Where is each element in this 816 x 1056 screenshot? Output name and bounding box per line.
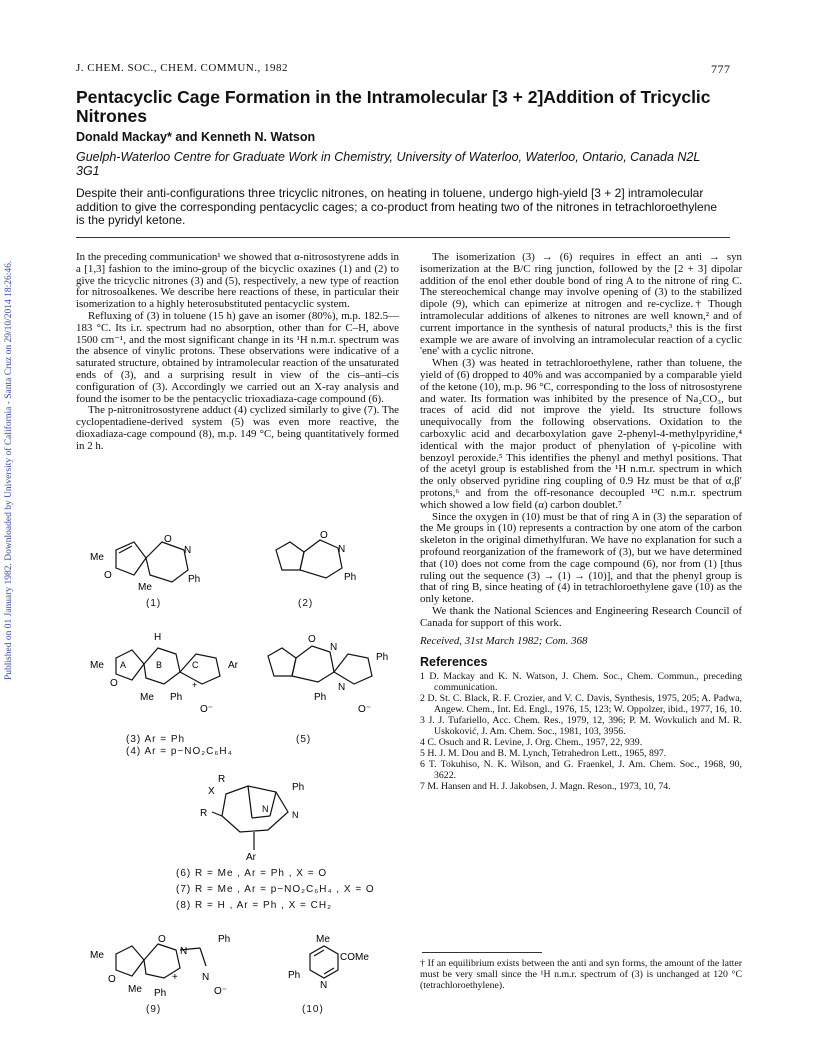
- right-paragraph-1: The isomerization (3) → (6) requires in effect an anti → syn isomerization at the B/C ring junction, followed by the [2 + 3] dipolar addition of the enol ether double bond of ring A to the nitrone of ring C. The stereochemical change may involve opening of (3) to the stabilized dipole (9), which can epimerize at nitrogen and re-cyclize.† Though intramolecular additions of alkenes to nitrones are well known,² and of current importance in the synthesis of natural products,³ this is the first example we are aware of involving an intramolecular reaction of a cyclic 'ene' with a cyclic nitrone.: [420, 251, 742, 358]
- reference-item: 2 D. St. C. Black, R. F. Crozier, and V. C. Davis, Synthesis, 1975, 205; A. Padwa, Angew. Chem., Int. Ed. Engl., 1976, 15, 123; W. Oppolzer, ibid., 1977, 16, 10.: [420, 693, 742, 716]
- hydrogen-label: H: [154, 632, 162, 643]
- nitrogen-label: N: [330, 642, 338, 653]
- right-paragraph-4: We thank the National Sciences and Engineering Research Council of Canada for support of this work.: [420, 604, 742, 629]
- ring-a-label: A: [120, 660, 127, 670]
- nitrogen-label: N: [202, 972, 210, 983]
- ph-label: Ph: [314, 692, 327, 703]
- abstract: Despite their anti-configurations three tricyclic nitrones, on heating in toluene, undergo high-yield [3 + 2] intramolecular addition to give the corresponding pentacyclic cages; a co-product from heating two of the nitrones in tetrachloroethylene is the pyridyl ketone.: [76, 186, 718, 227]
- x-label: X: [208, 786, 215, 797]
- reference-item: 5 H. J. M. Dou and B. M. Lynch, Tetrahedron Lett., 1965, 897.: [420, 748, 667, 760]
- r-label: R: [200, 808, 208, 819]
- me-label: Me: [128, 984, 142, 995]
- ph-label: Ph: [188, 574, 201, 585]
- right-column: [420, 252, 742, 792]
- structures-9-10: [76, 930, 396, 1010]
- left-paragraph-1: In the preceding communication¹ we showed that α-nitrosostyrene adds in a [1,3] fashion to the imino-group of the bicyclic oxazines (1) and (2) to give the tricyclic nitrones (3) and (5), respectively, a new type of reaction for nitrosoalkenes. We describe here reactions of these, in particular their isomerization to a highly heterosubstituted pentacyclic system.: [76, 251, 399, 311]
- me-label: Me: [138, 582, 152, 593]
- compound-7-label: (7) R = Me , Ar = p−NO₂C₆H₄ , X = O: [176, 884, 375, 895]
- ring-b-label: B: [156, 660, 163, 670]
- nitrogen-label: N: [320, 980, 328, 991]
- compound-1-label: (1): [146, 598, 162, 609]
- references-list: [420, 671, 742, 792]
- left-paragraph-3: The p-nitronitrosostyrene adduct (4) cyclized similarly to give (7). The cyclopentadiene-derived system (5) was even more reactive, the dioxadiaza-cage compound (8), m.p. 149 °C, being quantitatively formed in 2 h.: [76, 404, 399, 452]
- footnote: † If an equilibrium exists between the anti and syn forms, the amount of the latter must be very small since the ¹H n.m.r. spectrum of (3) is unchanged at 120 °C (tetrachloroethylene).: [420, 958, 742, 991]
- structure-1-bonds: [116, 542, 188, 582]
- ph-label: Ph: [154, 988, 167, 999]
- nitrogen-label: N: [184, 545, 192, 556]
- ph-label: Ph: [218, 934, 231, 945]
- footnote-rule: [422, 952, 542, 953]
- references-heading: References: [420, 655, 488, 670]
- o-minus-label: O⁻: [358, 704, 372, 715]
- plus-charge-label: +: [192, 680, 198, 690]
- reference-item: 1 D. Mackay and K. N. Watson, J. Chem. Soc., Chem. Commun., preceding communication.: [420, 671, 742, 694]
- oxygen-label: O: [320, 530, 328, 541]
- ph-label: Ph: [292, 782, 305, 793]
- structures-1-2: [76, 520, 396, 620]
- compound-2-label: (2): [298, 598, 314, 609]
- nitrogen-label: N: [292, 810, 299, 820]
- r-label: R: [218, 774, 226, 785]
- compound-6-label: (6) R = Me , Ar = Ph , X = O: [176, 868, 328, 879]
- me-label: Me: [90, 552, 104, 563]
- oxygen-label: O: [308, 634, 316, 645]
- authors: Donald Mackay* and Kenneth N. Watson: [76, 130, 316, 144]
- acetyl-label: COMe: [340, 952, 369, 963]
- reference-item: 6 T. Tokuhiso, N. K. Wilson, and G. Fraenkel, J. Am. Chem. Soc., 1968, 90, 3622.: [420, 759, 742, 782]
- nitrogen-label: N: [180, 946, 188, 957]
- o-minus-label: O⁻: [200, 704, 214, 715]
- structure-10-bonds: [310, 946, 338, 978]
- me-label: Me: [316, 934, 330, 945]
- left-paragraph-2: Refluxing of (3) in toluene (15 h) gave an isomer (80%), m.p. 182.5—183 °C. Its i.r. spectrum had no absorption, other than for C–H, above 1500 cm⁻¹, and the most significant change in its ¹H n.m.r. spectrum was the absence of vinylic protons. These observations were indicative of a saturated structure, obtained by intramolecular reaction of the unsaturated ends of (3), and a surprising result in view of the cis–anti–cis configuration of (3). Accordingly we carried out an X-ray analysis and found the isomer to be the pentacyclic trioxadiaza-cage compound (6).: [76, 309, 399, 405]
- affiliation: Guelph-Waterloo Centre for Graduate Work in Chemistry, University of Waterloo, Waterloo, Ontario, Canada N2L 3G1: [76, 150, 701, 178]
- compound-3-label: (3) Ar = Ph: [126, 734, 186, 745]
- compound-10-label: (10): [302, 1004, 324, 1015]
- oxygen-label: O: [104, 570, 112, 581]
- me-label: Me: [90, 660, 104, 671]
- structure-3-bonds: [116, 648, 220, 684]
- n-plus-label: N: [338, 682, 346, 693]
- oxygen-label: O: [164, 534, 172, 545]
- title-rule: [76, 237, 730, 238]
- plus-charge-label: +: [172, 972, 178, 983]
- nitrogen-label: N: [262, 804, 269, 814]
- nitrogen-label: N: [338, 544, 346, 555]
- compound-5-label: (5): [296, 734, 312, 745]
- page-number: 777: [711, 62, 731, 76]
- oxygen-label: O: [108, 974, 116, 985]
- ring-c-label: C: [192, 660, 199, 670]
- structure-5-bonds: [268, 646, 372, 684]
- reference-item: 3 J. J. Tufariello, Acc. Chem. Res., 1979, 12, 396; P. M. Wovkulich and M. R. Uskoković, J. Am. Chem. Soc., 1981, 103, 3956.: [420, 715, 742, 738]
- o-minus-label: O⁻: [214, 986, 228, 997]
- structures-3-5: [76, 620, 396, 730]
- ar-label: Ar: [228, 660, 238, 671]
- left-column: [76, 252, 399, 453]
- ph-label: Ph: [344, 572, 357, 583]
- article-title: Pentacyclic Cage Formation in the Intramolecular [3 + 2]Addition of Tricyclic Nitrones: [76, 87, 711, 126]
- right-paragraph-2: When (3) was heated in tetrachloroethylene, rather than toluene, the yield of (6) dropped to 40% and was accompanied by a comparable yield of the ketone (10), m.p. 96 °C, corresponding to the loss of nitrosostyrene and water. Its formation was inhibited by the presence of Na₂CO₃, but traces of acid did not improve the yield. Its structure follows unequivocally from the following observations. Oxidation to the carboxylic acid and decarboxylation gave 2-phenyl-4-methylpyridine,⁴ identical with the major product of phenylation of γ-picoline with benzoyl peroxide.⁵ This identifies the phenyl and methyl positions. That of the acetyl group is established from the ¹H n.m.r. spectrum in which the only observed pyridine ring coupling of 0.9 Hz must be that of α,β′ protons,⁶ and from the off-resonance decoupled ¹³C n.m.r. spectrum which showed a low field (α) carbon doublet.⁷: [420, 357, 742, 511]
- reference-item: 7 M. Hansen and H. J. Jakobsen, J. Magn. Reson., 1973, 10, 74.: [420, 781, 671, 793]
- cage-structure: [196, 772, 346, 862]
- compound-8-label: (8) R = H , Ar = Ph , X = CH₂: [176, 900, 332, 911]
- cage-bonds: [212, 786, 288, 850]
- compound-9-label: (9): [146, 1004, 162, 1015]
- compound-4-label: (4) Ar = p−NO₂C₆H₄: [126, 746, 233, 757]
- ph-label: Ph: [288, 970, 301, 981]
- reference-item: 4 C. Osuch and R. Levine, J. Org. Chem., 1957, 22, 939.: [420, 737, 643, 749]
- download-sidebar-note: Published on 01 January 1982. Downloaded by University of California - Santa Cruz on 29/10/2014 18:26:46.: [4, 260, 14, 680]
- me-label: Me: [90, 950, 104, 961]
- structure-9-bonds: [116, 944, 206, 978]
- oxygen-label: O: [110, 678, 118, 689]
- ph-label: Ph: [170, 692, 183, 703]
- journal-header: J. CHEM. SOC., CHEM. COMMUN., 1982: [76, 62, 288, 74]
- ph-label: Ph: [376, 652, 389, 663]
- me-label: Me: [140, 692, 154, 703]
- received-date: Received, 31st March 1982; Com. 368: [420, 634, 588, 647]
- oxygen-label: O: [158, 934, 166, 945]
- structure-2-bonds: [276, 540, 342, 578]
- right-paragraph-3: Since the oxygen in (10) must be that of ring A in (3) the separation of the Me groups in (10) represents a contraction by one atom of the carbon skeleton in the original dimethylfuran. We have no explanation for such a profound reorganization of the framework of (3), but we have determined that (10) does not come from the cage compound (6), nor from (1) [thus ruling out the sequence (3) → (1) → (10)], and that the phenyl group is that of ring B, since heating of (4) in tetrachloroethylene gave (10) as the only ketone.: [420, 510, 742, 606]
- ar-label: Ar: [246, 852, 256, 862]
